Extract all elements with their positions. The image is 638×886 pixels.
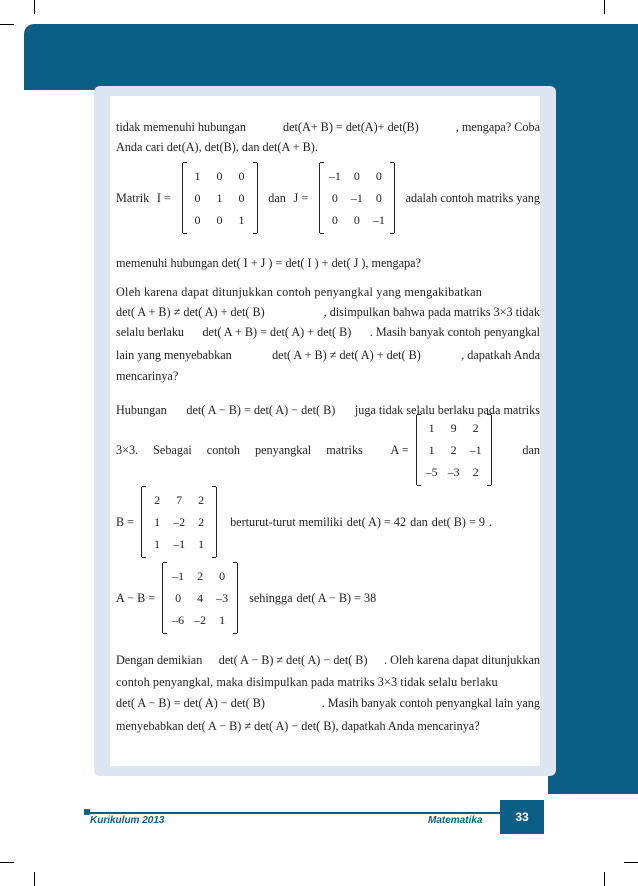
crop-mark xyxy=(0,24,14,25)
equation: det( A − B) = det( A) − det( B) xyxy=(186,403,336,417)
matrix-cell: –1 xyxy=(350,191,363,205)
p4-line2: 3×3. Sebagai contoh penyangkal matriks A = 1 9 2 1 2 –1 –5 –3 2 dan xyxy=(116,418,540,482)
equation: det( A − B) = det( A) − det( B) xyxy=(116,696,265,710)
equation: det(A+ B) = det(A)+ det(B) xyxy=(283,120,419,134)
footer-right: Matematika xyxy=(428,815,483,826)
header-banner xyxy=(24,24,638,90)
matrix-cell: –5 xyxy=(425,465,438,479)
matrix-cell: 1 xyxy=(428,443,435,457)
page-number: 33 xyxy=(500,800,544,834)
p5-line1: Dengan demikian det( A − B) ≠ det( A) − det( B) . Oleh karena dapat ditunjukkan xyxy=(116,653,540,667)
matrix-A-group xyxy=(391,415,495,485)
p5-line2: contoh penyangkal, maka disimpulkan pada matriks 3×3 tidak selalu berlaku xyxy=(116,675,498,689)
label: A = xyxy=(390,443,409,457)
p2-line1 xyxy=(116,166,540,230)
crop-mark xyxy=(604,0,605,14)
matrix-cell: 1 xyxy=(198,537,205,551)
matrix-cell: 0 xyxy=(353,213,360,227)
matrix-cell: 9 xyxy=(450,421,457,435)
p3-line2: det( A + B) ≠ det( A) + det( B) , disimpulkan bahwa pada matriks 3×3 tidak xyxy=(116,305,540,319)
matrix-cell: 1 xyxy=(216,191,223,205)
text: tidak memenuhi hubungan xyxy=(116,120,246,134)
matrix-cell: 1 xyxy=(219,613,226,627)
matrix-cell: 0 xyxy=(353,169,360,183)
matrix-cell: –2 xyxy=(173,515,186,529)
text: Matrik xyxy=(116,191,150,205)
text: , mengapa? Coba xyxy=(455,120,540,134)
matrix-cell: 1 xyxy=(194,169,201,183)
matrix-cell: 2 xyxy=(198,493,205,507)
matrix-cell: –1 xyxy=(172,569,185,583)
matrix-cell: 1 xyxy=(428,421,435,435)
matrix-cell: 0 xyxy=(194,213,201,227)
matrix-A xyxy=(416,415,492,485)
matrix-cell: –1 xyxy=(328,169,341,183)
p3-line3: selalu berlaku det( A + B) = det( A) + det( B) . Masih banyak contoh penyangkal xyxy=(116,325,540,339)
label: I = xyxy=(156,191,171,205)
p4-line1: Hubungan det( A − B) = det( A) − det( B) juga tidak selalu berlaku pada matriks xyxy=(116,403,540,417)
equation: det( A + B) = det( A) + det( B) xyxy=(202,325,352,339)
matrix-cell: 0 xyxy=(375,191,382,205)
matrix-cell: 0 xyxy=(238,169,245,183)
matrix-cell: 0 xyxy=(375,169,382,183)
matrix-cell: 0 xyxy=(216,169,223,183)
equation: det( A − B) ≠ det( A) − det( B) xyxy=(218,653,368,667)
side-band xyxy=(548,24,638,794)
crop-mark xyxy=(624,862,638,863)
matrix-J xyxy=(319,163,395,233)
p4-matrix-B-line: B = 2 7 2 1 –2 2 1 –1 1 berturut-turut memiliki det( A) = 42 dan det( B) = 9 . xyxy=(116,490,540,554)
equation: det( A) = 42 xyxy=(346,515,407,529)
matrix-cell: 2 xyxy=(197,569,204,583)
label: B = xyxy=(116,515,135,529)
p5-line3: det( A − B) = det( A) − det( B) . Masih banyak contoh penyangkal lain yang xyxy=(116,696,540,710)
equation: det( B) = 9 xyxy=(431,515,485,529)
matrix-cell: –6 xyxy=(172,613,185,627)
text: adalah contoh matriks yang xyxy=(405,191,540,205)
equation: det( A − B) ≠ det( A) − det( B) xyxy=(186,719,336,733)
crop-mark xyxy=(0,862,14,863)
p4-matrix-AB-line: A − B = –1 2 0 0 4 –3 –6 –2 1 sehingga det( A − B) = 38 xyxy=(116,566,540,630)
matrix-cell: –3 xyxy=(447,465,460,479)
equation: det( I + J ) = det( I ) + det( J ) xyxy=(221,256,366,270)
p1-line1 xyxy=(116,118,540,136)
footer-rule xyxy=(86,812,500,814)
matrix-cell: 2 xyxy=(154,493,161,507)
matrix-cell: 0 xyxy=(175,591,182,605)
matrix-A-minus-B xyxy=(162,563,238,633)
matrix-cell: 2 xyxy=(472,421,479,435)
matrix-cell: –2 xyxy=(194,613,207,627)
equation: det( A − B) = 38 xyxy=(296,591,377,605)
matrix-cell: 4 xyxy=(197,591,204,605)
equation: det( A + B) ≠ det( A) + det( B) xyxy=(116,305,265,319)
matrix-cell: 0 xyxy=(219,569,226,583)
p3-line4: lain yang menyebabkan det( A + B) ≠ det( A) + det( B) , dapatkah Anda xyxy=(116,348,540,362)
matrix-cell: 2 xyxy=(472,465,479,479)
matrix-cell: 0 xyxy=(216,213,223,227)
matrix-I xyxy=(182,163,258,233)
label: J = xyxy=(293,191,309,205)
crop-mark xyxy=(34,872,35,886)
matrix-B xyxy=(141,487,217,557)
matrix-cell: 1 xyxy=(154,515,161,529)
p3-line5: mencarinya? xyxy=(116,369,179,383)
matrix-cell: 0 xyxy=(331,191,338,205)
equation: det( A + B) ≠ det( A) + det( B) xyxy=(272,348,421,362)
matrix-cell: 7 xyxy=(176,493,183,507)
matrix-cell: 0 xyxy=(194,191,201,205)
crop-mark xyxy=(604,872,605,886)
label: A − B = xyxy=(116,591,156,605)
p3-line1: Oleh karena dapat ditunjukkan contoh penyangkal yang mengakibatkan xyxy=(116,285,483,299)
p2-line2: memenuhi hubungan det( I + J ) = det( I ) + det( J ), mengapa? xyxy=(116,256,421,270)
matrix-cell: 0 xyxy=(331,213,338,227)
crop-mark xyxy=(34,0,35,14)
text: dan xyxy=(268,191,286,205)
matrix-cell: 2 xyxy=(450,443,457,457)
matrix-cell: 2 xyxy=(198,515,205,529)
matrix-cell: –1 xyxy=(372,213,385,227)
matrix-cell: 1 xyxy=(154,537,161,551)
p5-line4: menyebabkan det( A − B) ≠ det( A) − det( B), dapatkah Anda mencarinya? xyxy=(116,719,480,733)
matrix-cell: –3 xyxy=(216,591,229,605)
matrix-cell: 1 xyxy=(238,213,245,227)
matrix-cell: 0 xyxy=(238,191,245,205)
p1-line2: Anda cari det(A), det(B), dan det(A + B). xyxy=(116,140,318,154)
matrix-cell: –1 xyxy=(173,537,186,551)
matrix-cell: –1 xyxy=(469,443,482,457)
footer-left: Kurikulum 2013 xyxy=(90,815,165,826)
